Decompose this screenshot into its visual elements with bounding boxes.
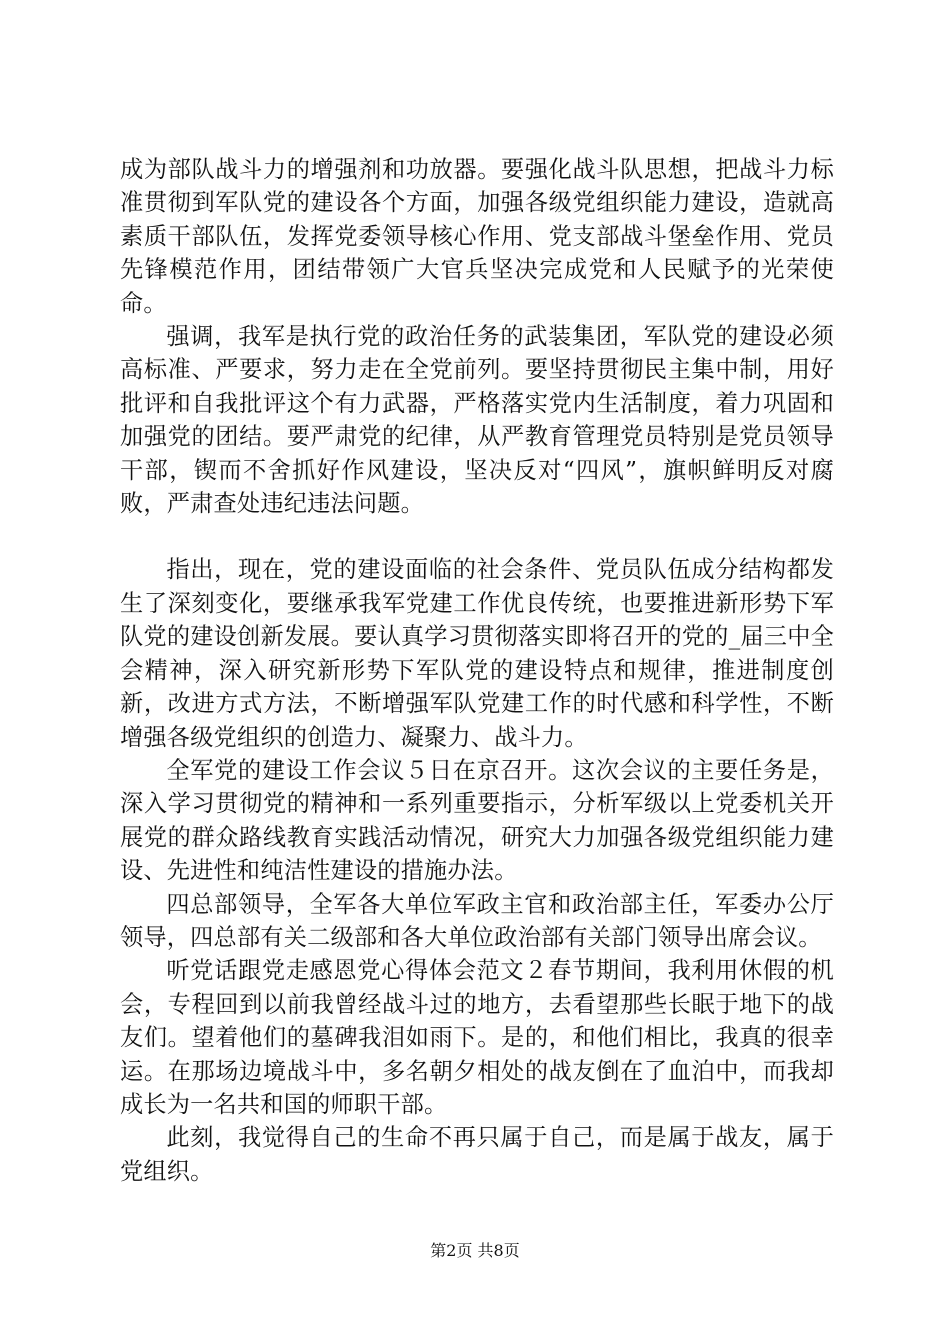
paragraph: 全军党的建设工作会议５日在京召开。这次会议的主要任务是，深入学习贯彻党的精神和一系列重要指示，分析军级以上党委机关开展党的群众路线教育实践活动情况，研究大力加强各级党组织能力建设、先进性和纯洁性建设的措施办法。 bbox=[120, 756, 834, 885]
paragraph: 四总部领导，全军各大单位军政主官和政治部主任，军委办公厅领导，四总部有关二级部和各大单位政治部有关部门领导出席会议。 bbox=[120, 890, 834, 951]
paragraph: 此刻，我觉得自己的生命不再只属于自己，而是属于战友，属于党组织。 bbox=[120, 1124, 834, 1185]
paragraph: 指出，现在，党的建设面临的社会条件、党员队伍成分结构都发生了深刻变化，要继承我军党建工作优良传统，也要推进新形势下军队党的建设创新发展。要认真学习贯彻落实即将召开的党的_届三中全会精神，深入研究新形势下军队党的建设特点和规律，推进制度创新，改进方式方法，不断增强军队党建工作的时代感和科学性，不断增强各级党组织的创造力、凝聚力、战斗力。 bbox=[120, 556, 834, 751]
paragraph: 成为部队战斗力的增强剂和功放器。要强化战斗队思想，把战斗力标准贯彻到军队党的建设各个方面，加强各级党组织能力建设，造就高素质干部队伍，发挥党委领导核心作用、党支部战斗堡垒作用、党员先锋模范作用，团结带领广大官兵坚决完成党和人民赋予的光荣使命。 bbox=[120, 156, 834, 317]
document-body bbox=[120, 153, 834, 1188]
paragraph: 听党话跟党走感恩党心得体会范文２春节期间，我利用休假的机会，专程回到以前我曾经战斗过的地方，去看望那些长眠于地下的战友们。望着他们的墓碑我泪如雨下。是的，和他们相比，我真的很幸运。在那场边境战斗中，多名朝夕相处的战友倒在了血泊中，而我却成长为一名共和国的师职干部。 bbox=[120, 957, 834, 1118]
paragraph-spacer bbox=[120, 520, 834, 553]
page-number: 第2页 共8页 bbox=[430, 1241, 520, 1260]
page-footer bbox=[0, 1241, 950, 1261]
paragraph: 强调，我军是执行党的政治任务的武装集团，军队党的建设必须高标准、严要求，努力走在全党前列。要坚持贯彻民主集中制，用好批评和自我批评这个有力武器，严格落实党内生活制度，着力巩固和加强党的团结。要严肃党的纪律，从严教育管理党员特别是党员领导干部，锲而不舍抓好作风建设，坚决反对“四风”，旗帜鲜明反对腐败，严肃查处违纪违法问题。 bbox=[120, 323, 834, 518]
